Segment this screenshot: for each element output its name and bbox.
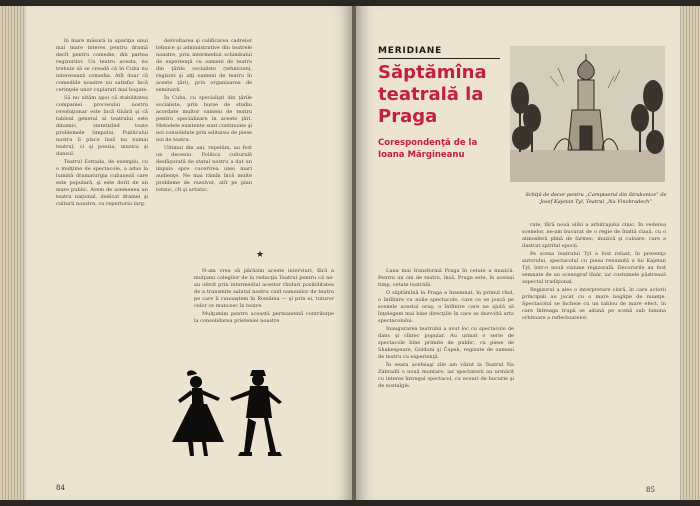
right-page-stack [680, 6, 700, 500]
left-page-stack [0, 6, 26, 500]
paragraph: În Cuba, cu specialişti din ţările socialiste, prin burse de studiu acordate multor oameni de teatru pentru specializare în aceste ţări. Metodele existente sunt continuate şi noi consolidate prin editarea de piese noi de teatru. [156, 95, 252, 143]
stage-design-sketch [510, 46, 665, 182]
section-ornament: ★ [256, 250, 265, 260]
article-title: Săptămîna teatrală la Praga [378, 62, 487, 127]
paragraph: Ultimul din ani, repetăm, au fost un deceniu. Politica culturală desfăşurată de statul nostru a dat un impuls spre cucerirea unei mari audienţe. Ne mai rămîn încă multe probleme de rezolvat, atît pe plan tehnic, cît şi artistic. [156, 145, 252, 193]
paragraph: în mare măsură la apariţia unui mai mare interes pentru dramă decît pentru comedie, din partea regizorilor. Un teatru acesta, nu trebuie să se creadă că în Cuba nu interesează comedia. Atît doar că comediile noastre nu satisfac încă cerinţele unor cuplaturi mai bogate. [56, 38, 148, 93]
right-column-2 [522, 222, 666, 483]
right-page [356, 6, 680, 500]
paragraph: Mulţumim pentru această permanentă contribuţie la consolidarea prieteniei noastre. [194, 311, 334, 324]
paragraph: Luna mai transformă Praga în cetate a muzicii. Pentru un om de teatru, însă, Praga este, în același timp, cetate teatrală. [378, 268, 514, 288]
paragraph: Pe scena teatrului Tyl a fost reluat, în prezenţa autorului, spectacolul cu piesa renumită a lui Kajetan Tyl, într-o nouă viziune regizorală. Decorurile au fost semnate de un scenograf tînăr, iar costumele păstrează aspectul tradiţional. [522, 251, 666, 285]
paragraph: N-am vrea să părăsim aceste interviuri, fără a mulţumi colegilor de la redacţia Teatrul pentru că ne-au oferit prin intermediul acestor rînduri posibilitatea de a transmite salutul nostru cald oamenilor de teatru pe care îi cunoaştem în România — şi prin ei, tuturor celor ce muncesc în teatre. [194, 268, 334, 309]
page-number-left: 84 [56, 484, 65, 492]
paragraph: O săptămînă la Praga e însemnat, în primul rînd, o întîlnire cu noile spectacole, care ce se joacă pe scenele acestui oraş; o întîlnire care ne ajută să înţelegem mai bine direcţiile în care se dezvoltă arta spectacolului. [378, 290, 514, 324]
paragraph: dezvoltarea şi calificarea cadrelor tehnice şi administrative din teatrele noastre, prin intermediul schimbului de experienţă cu oameni de teatru din ţările socialiste (tehnicieni, regizori şi alţi oameni de teatru în aceste ţări), prin organizarea de seminarii. [156, 38, 252, 93]
page-number-right: 85 [646, 486, 655, 494]
paragraph: În seara aceleiaşi zile am văzut la Teatrul Na Zábradlí o nouă montare, iar spectatorii au urmărit cu interes întregul spectacol, cu ecouri de bucurie şi de nostalgie. [378, 362, 514, 389]
left-column-2 [156, 38, 252, 248]
paragraph: Teatrul Estrada, de exemplu, cu o mulţime de spectacole, a adus la lumină dramaturgia cubaneză care este populară, şi este dorit de un mare public. Avem de asemenea un teatru naţional, dedicat dramei şi culturii noastre, cu repertoriu larg. [56, 159, 148, 207]
left-page [26, 6, 352, 500]
dancing-couple-illustration [164, 368, 304, 464]
paragraph: Să nu uităm apoi că stabilitatea companiei procesului nostru revoluţionar este încă tînără şi că tabloul general al teatrului este dinamic, sintetizînd toate problemele timpului. Publicului nostru îi place însă nu numai teatrul, ci şi poezia, muzica şi dansul. [56, 95, 148, 157]
stage-design-photo [510, 46, 665, 182]
right-column-1 [378, 268, 514, 483]
article-byline: Corespondenţă de la Ioana Mărgineanu [378, 138, 478, 160]
paragraph: Inaugurarea teatrului a avut loc cu spectacole de dans şi cîntec popular. Au urmat o serie de spectacole bine primite de public, cu piese de Shakespeare, Goldoni şi Čapek, regizate de oameni de teatru cu experienţă. [378, 326, 514, 360]
paragraph: rate, fără nouă alibi a arbitrajului cinic. În vederea scenelor, ne-am bucurat de o regie de înaltă clasă, cu o atmosferă plină de farmec, muzică şi culoare, care a ilustrat spiritul epocii. [522, 222, 666, 249]
photo-caption: Schiţă de decor pentru „Campioerul din Strakonice” de Josef Kajetan Tyl, Teatrul „Na Vinohradech” [525, 192, 667, 205]
paragraph: Regizorul a ales o interpretare clară, în care actorii principali au jucat cu o mare bogăţie de nuanţe. Spectacolul se încheie cu un tablou de mare efect, în care întreaga trupă se adună pe scenă sub lumina orbitoare a reflectoarelor. [522, 287, 666, 321]
rubric-rule [378, 58, 500, 59]
left-column-3 [194, 268, 334, 348]
section-rubric: MERIDIANE [378, 46, 443, 56]
left-column-1 [56, 38, 148, 463]
